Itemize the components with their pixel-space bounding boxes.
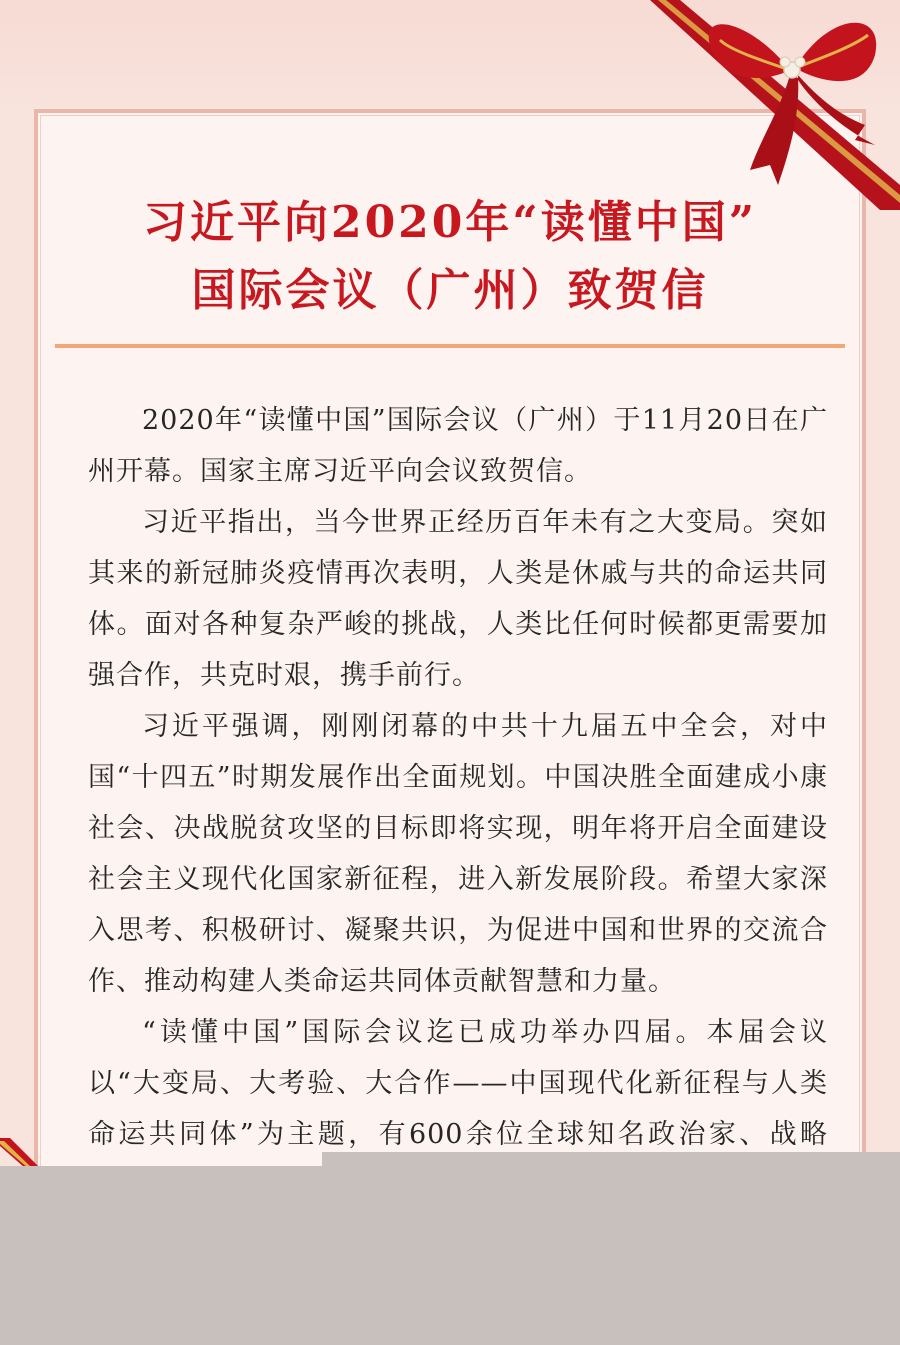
article-body	[88, 395, 828, 1211]
paragraph-1: 2020年“读懂中国”国际会议（广州）于11月20日在广州开幕。国家主席习近平向会议致贺信。	[88, 405, 828, 487]
paragraph-3: 习近平强调，刚刚闭幕的中共十九届五中全会，对中国“十四五”时期发展作出全面规划。中国决胜全面建成小康社会、决战脱贫攻坚的目标即将实现，明年将开启全面建设社会主义现代化国家新征程，进入新发展阶段。希望大家深入思考、积极研讨、凝聚共识，为促进中国和世界的交流合作、推动构建人类命运共同体贡献智慧和力量。	[88, 711, 828, 997]
page-title-line-1: 习近平向2020年“读懂中国”	[142, 197, 758, 248]
paragraph-4: “读懂中国”国际会议迄已成功举办四届。本届会议以“大变局、大考验、大合作——中国现代化新征程与人类命运共同体”为主题，有600余位全球知名政治家、战略	[88, 1017, 828, 1150]
page-title-line-2: 国际会议（广州）致贺信	[191, 265, 709, 316]
bottom-overlay	[0, 1166, 900, 1345]
ribbon-corner-icon	[0, 1138, 40, 1168]
paragraph-2: 习近平指出，当今世界正经历百年未有之大变局。突如其来的新冠肺炎疫情再次表明，人类是休戚与共的命运共同体。面对各种复杂严峻的挑战，人类比任何时候都更需要加强合作，共克时艰，携手前行。	[88, 507, 828, 691]
gift-bow-icon	[640, 0, 900, 210]
title-divider	[55, 344, 845, 348]
